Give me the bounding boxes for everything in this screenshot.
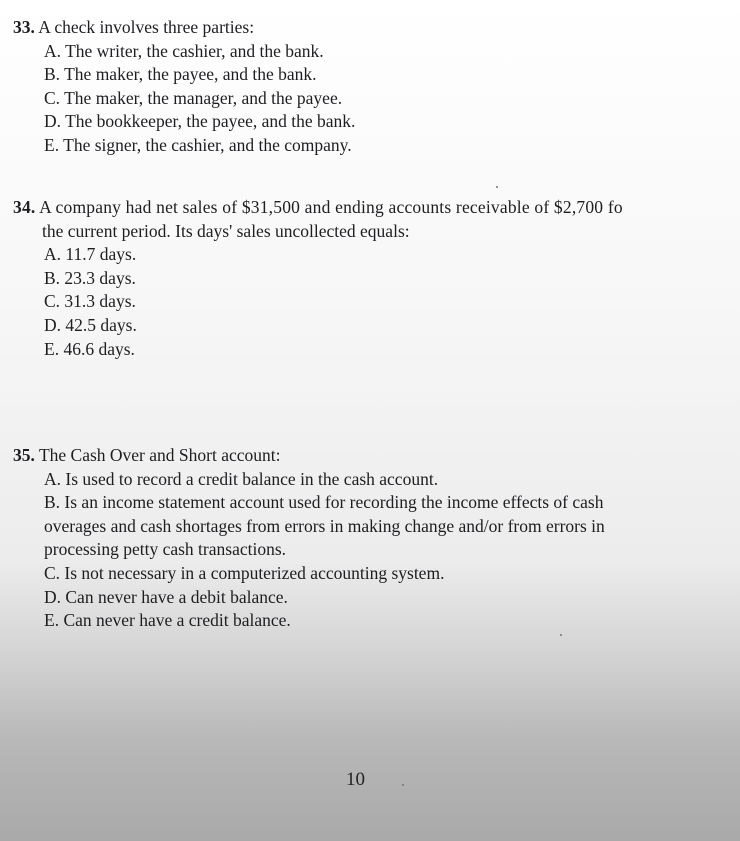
answer-choice-d: D. 42.5 days. bbox=[44, 314, 137, 335]
answer-choice-b-continued: processing petty cash transactions. bbox=[44, 539, 287, 560]
paper-speck bbox=[560, 634, 562, 636]
answer-choice-e: E. The signer, the cashier, and the company. bbox=[44, 134, 352, 155]
answer-choice-b: B. The maker, the payee, and the bank. bbox=[44, 64, 317, 85]
paper-speck bbox=[496, 186, 498, 188]
question-number: 34. bbox=[13, 197, 36, 217]
paper-speck bbox=[402, 784, 404, 786]
answer-choice-c: C. 31.3 days. bbox=[44, 291, 136, 312]
question-stem bbox=[13, 196, 740, 220]
question-33 bbox=[13, 16, 740, 158]
question-34 bbox=[13, 196, 740, 361]
question-text: A check involves three parties: bbox=[38, 17, 255, 37]
answer-choice-b: B. 23.3 days. bbox=[44, 267, 136, 288]
answer-choice-a: A. 11.7 days. bbox=[44, 244, 137, 265]
answer-choice-d: D. Can never have a debit balance. bbox=[44, 586, 288, 607]
answer-choice-a: A. The writer, the cashier, and the bank. bbox=[44, 40, 324, 61]
question-stem bbox=[13, 16, 740, 40]
answer-choice-d: D. The bookkeeper, the payee, and the bank. bbox=[44, 111, 356, 132]
question-text: A company had net sales of $31,500 and ending accounts receivable of $2,700 fo bbox=[39, 197, 623, 217]
question-35 bbox=[13, 444, 740, 633]
page-number: 10 bbox=[346, 769, 365, 790]
question-text-continued: the current period. Its days' sales uncollected equals: bbox=[42, 220, 410, 241]
answer-choice-b-continued: overages and cash shortages from errors in making change and/or from errors in bbox=[44, 515, 605, 536]
question-stem bbox=[13, 444, 740, 468]
question-number: 35. bbox=[13, 445, 35, 465]
answer-choice-c: C. The maker, the manager, and the payee. bbox=[44, 87, 343, 108]
answer-choice-e: E. Can never have a credit balance. bbox=[44, 610, 291, 631]
question-text: The Cash Over and Short account: bbox=[38, 445, 281, 465]
answer-choice-c: C. Is not necessary in a computerized accounting system. bbox=[44, 562, 445, 583]
answer-choice-a: A. Is used to record a credit balance in the cash account. bbox=[44, 468, 439, 489]
answer-choice-e: E. 46.6 days. bbox=[44, 338, 135, 359]
question-number: 33. bbox=[13, 17, 35, 37]
answer-choice-b: B. Is an income statement account used for recording the income effects of cash bbox=[44, 492, 604, 513]
